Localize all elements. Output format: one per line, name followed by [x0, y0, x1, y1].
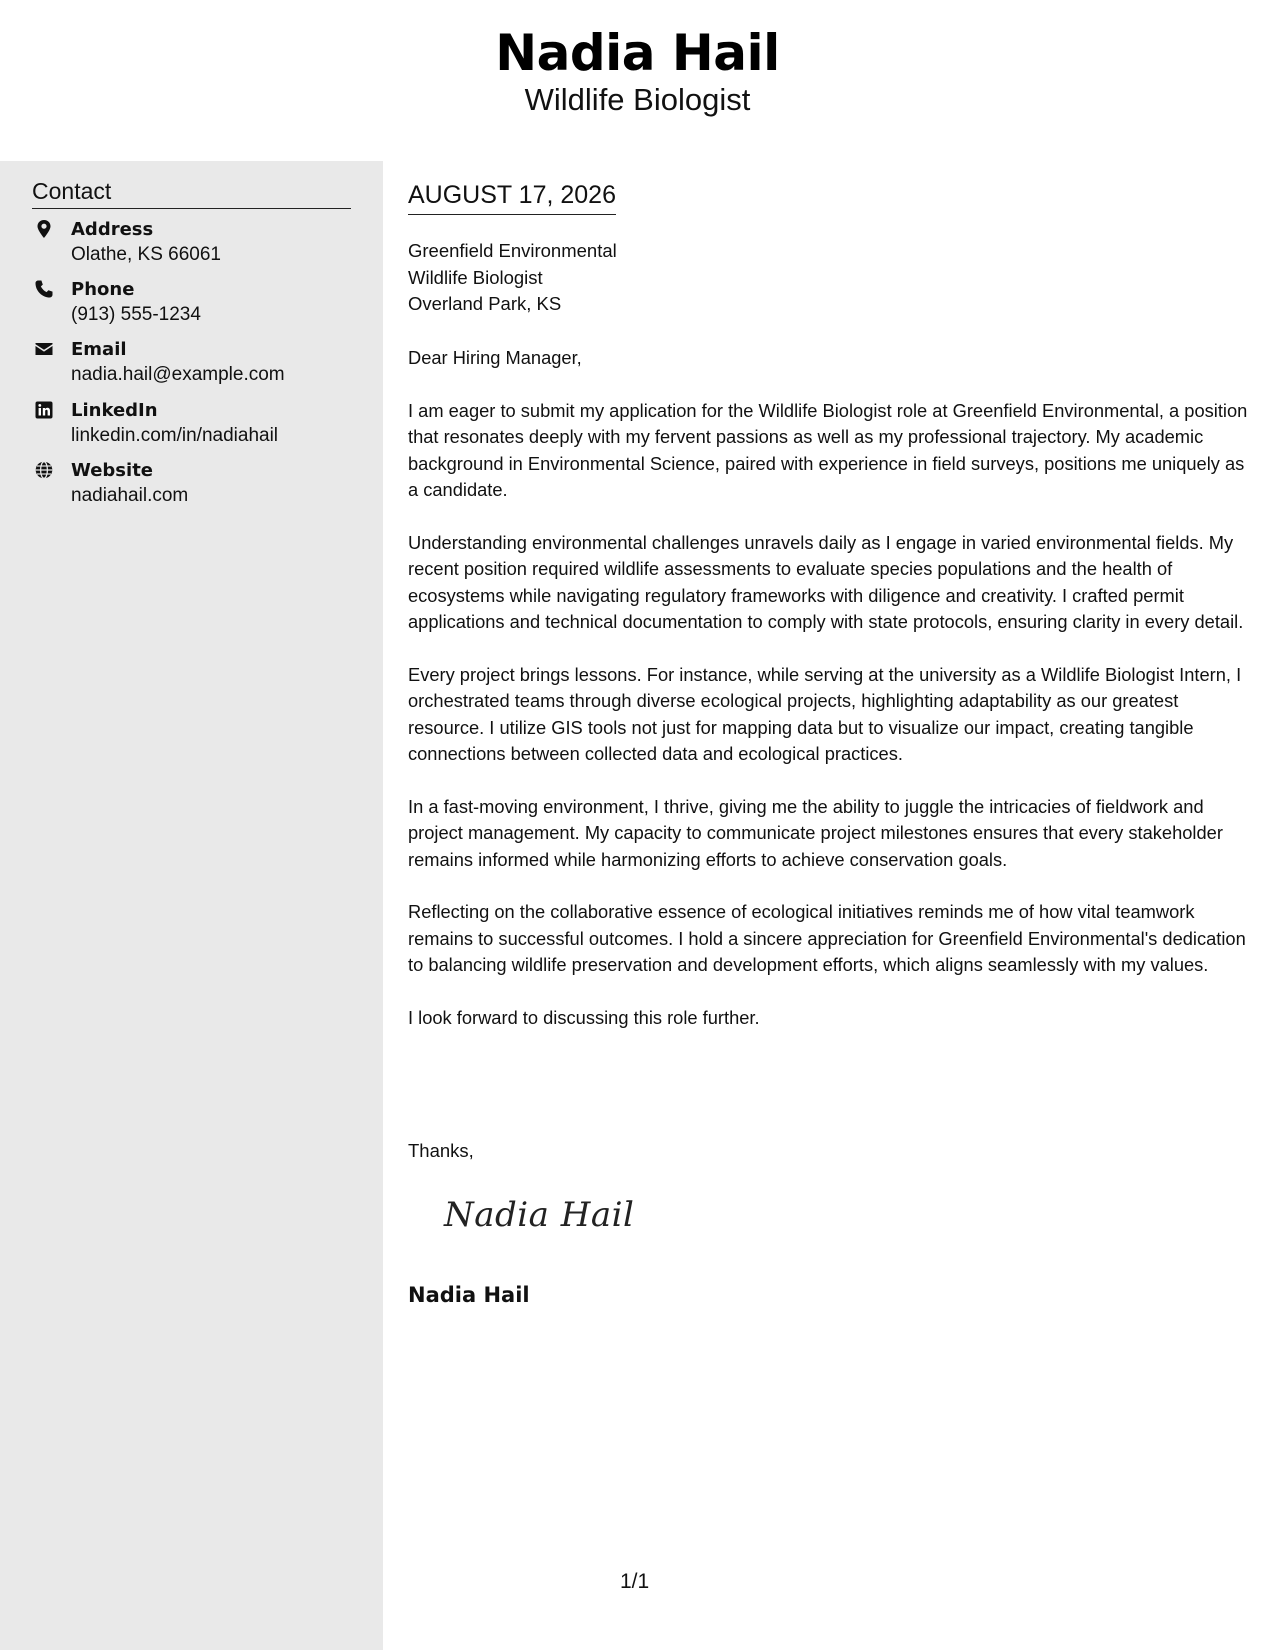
- closing: Thanks,: [408, 1140, 474, 1161]
- paragraph: I am eager to submit my application for the Wildlife Biologist role at Greenfield Environmental, a position that resonates deeply with my fervent passions as well as my professional trajectory. My academic background in Environmental Science, paired with experience in field surveys, positions me uniquely as a candidate.: [408, 399, 1248, 501]
- contact-item-phone: [32, 278, 362, 334]
- paragraph: I look forward to discussing this role further.: [408, 1007, 760, 1029]
- email-label: Email: [71, 339, 127, 360]
- paragraph: Reflecting on the collaborative essence of ecological initiatives reminds me of how vital teamwork remains to successful outcomes. I hold a sincere appreciation for Greenfield Environmental's dedication to balancing wildlife preservation and development efforts, which aligns seamlessly with my values.: [408, 901, 1246, 976]
- contact-item-address: [32, 218, 362, 274]
- website-value[interactable]: nadiahail.com: [71, 485, 189, 506]
- website-label: Website: [71, 460, 154, 481]
- contact-sidebar: [0, 161, 383, 1650]
- phone-icon: [34, 279, 54, 299]
- letter-date: AUGUST 17, 2026: [408, 179, 616, 215]
- contact-section-title: Contact: [32, 176, 351, 209]
- contact-item-website: [32, 459, 362, 515]
- phone-label: Phone: [71, 279, 135, 300]
- page-number: 1/1: [620, 1570, 650, 1593]
- recipient-company: Greenfield Environmental: [408, 240, 617, 261]
- map-pin-icon: [34, 219, 54, 239]
- globe-icon: [34, 460, 54, 480]
- signed-name: Nadia Hail: [408, 1283, 530, 1307]
- recipient-block: [408, 238, 617, 318]
- letter-header: [0, 0, 1275, 160]
- email-value[interactable]: nadia.hail@example.com: [71, 364, 285, 385]
- paragraph: Every project brings lessons. For instance, while serving at the university as a Wildlife Biologist Intern, I orchestrated teams through diverse ecological projects, highlighting adaptability as our greatest resource. I utilize GIS tools not just for mapping data but to visualize our impact, creating tangible connections between collected data and ecological practices.: [408, 663, 1242, 765]
- letter-text: [408, 345, 1248, 1058]
- linkedin-label: LinkedIn: [71, 400, 158, 421]
- applicant-name: Nadia Hail: [495, 24, 780, 82]
- envelope-icon: [34, 339, 54, 359]
- contact-item-linkedin: [32, 399, 362, 455]
- handwritten-signature: Nadia Hail: [444, 1195, 635, 1235]
- paragraph: In a fast-moving environment, I thrive, giving me the ability to juggle the intricacies of fieldwork and project management. My capacity to communicate project milestones ensures that every stakeholder remains informed while harmonizing efforts to achieve conservation goals.: [408, 795, 1223, 870]
- recipient-location: Overland Park, KS: [408, 293, 562, 314]
- linkedin-icon: [34, 400, 54, 420]
- linkedin-value[interactable]: linkedin.com/in/nadiahail: [71, 425, 279, 446]
- address-label: Address: [71, 219, 154, 240]
- contact-item-email: [32, 338, 362, 394]
- address-value: Olathe, KS 66061: [71, 244, 221, 265]
- applicant-title: Wildlife Biologist: [524, 82, 751, 117]
- salutation: Dear Hiring Manager,: [408, 347, 582, 368]
- recipient-position: Wildlife Biologist: [408, 266, 543, 288]
- phone-value: (913) 555-1234: [71, 304, 201, 325]
- paragraph: Understanding environmental challenges unravels daily as I engage in varied environmental fields. My recent position required wildlife assessments to evaluate species populations and the health of ecosystems while navigating regulatory frameworks with diligence and creativity. I crafted permit applications and technical documentation to comply with state protocols, ensuring clarity in every detail.: [408, 531, 1244, 633]
